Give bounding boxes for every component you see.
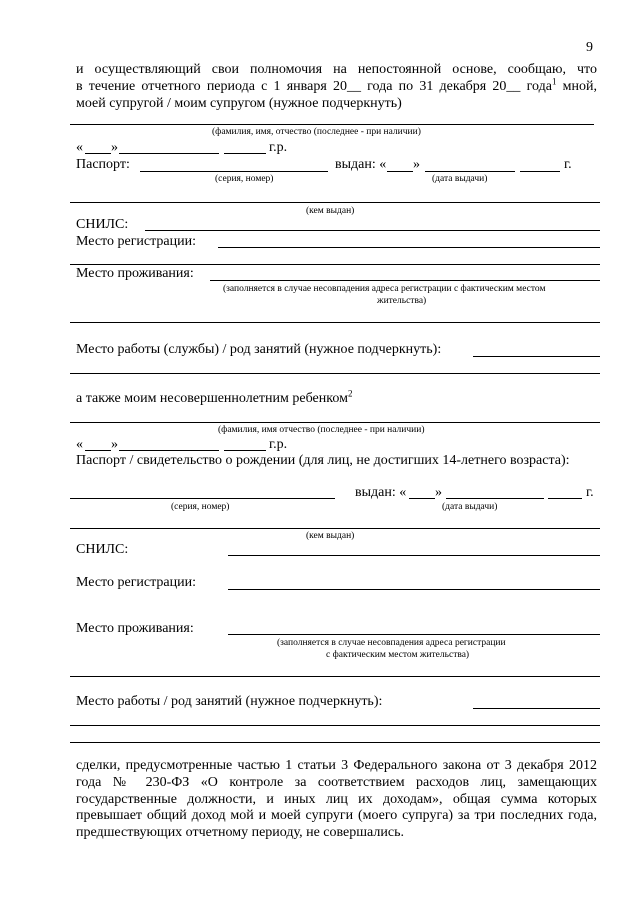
spouse-registration-field-2[interactable] (70, 264, 600, 265)
child-issuer-caption: (кем выдан) (306, 531, 355, 541)
footnote-2-marker: 2 (347, 388, 353, 399)
spouse-issuer-field[interactable] (70, 202, 600, 203)
child-issued-day-field[interactable] (409, 498, 435, 499)
spouse-registration-label: Место регистрации: (76, 234, 197, 249)
spouse-series-caption: (серия, номер) (215, 174, 274, 184)
child-issuer-field[interactable] (70, 528, 600, 529)
spouse-work-field[interactable] (473, 356, 600, 357)
child-registration-label: Место регистрации: (76, 575, 197, 590)
spouse-residence-field-2[interactable] (70, 322, 600, 323)
intro-line-2-end: мной, (556, 79, 598, 94)
intro-line-2 (76, 76, 598, 95)
spouse-fio-caption: (фамилия, имя, отчество (последнее - при наличии) (212, 127, 421, 137)
closing-line-2: года № 230-ФЗ «О контроле за соответствием расходов лиц, замещающих (76, 775, 597, 790)
spouse-residence-label: Место проживания: (76, 266, 194, 281)
child-issued-year-suffix: г. (586, 485, 594, 500)
spouse-dob-suffix: г.р. (269, 140, 288, 155)
child-issued-close: » (435, 485, 442, 500)
child-heading-text: а также моим несовершеннолетним ребенком (76, 391, 348, 406)
spouse-dob-day-field[interactable] (85, 153, 111, 154)
child-dob-year-field[interactable] (224, 450, 266, 451)
spouse-snils-label: СНИЛС: (76, 217, 129, 232)
child-dob-month-field[interactable] (119, 450, 219, 451)
child-issued-label: выдан: « (355, 485, 407, 500)
spouse-dob-month-field[interactable] (119, 153, 219, 154)
child-work-field-3[interactable] (70, 742, 600, 743)
spouse-registration-field[interactable] (218, 247, 600, 248)
spouse-passport-label: Паспорт: (76, 157, 130, 172)
spouse-issued-close: » (413, 157, 420, 172)
closing-line-4: превышает общий доход мой и моей супруги (моего супруга) за три последних года, (76, 808, 597, 823)
child-series-caption: (серия, номер) (171, 502, 230, 512)
spouse-dob-close: » (111, 140, 118, 155)
spouse-passport-series-field[interactable] (140, 171, 328, 172)
intro-line-2-text: в течение отчетного периода с 1 января 20__ года по 31 декабря 20__ года (76, 79, 552, 94)
child-residence-caption-2: с фактическим местом жительства) (326, 650, 470, 660)
child-registration-field[interactable] (228, 589, 600, 590)
closing-line-5: предшествующих отчетному периоду, не совершались. (76, 825, 404, 840)
child-work-label: Место работы / род занятий (нужное подчеркнуть): (76, 694, 383, 709)
child-work-field-2[interactable] (70, 725, 600, 726)
spouse-issued-month-field[interactable] (425, 171, 515, 172)
closing-line-3: государственные должности, и иных лиц их доходам», общая сумма которых (76, 792, 597, 807)
child-date-caption: (дата выдачи) (442, 502, 498, 512)
child-residence-field[interactable] (228, 634, 600, 635)
child-issued-year-field[interactable] (548, 498, 582, 499)
spouse-issued-day-field[interactable] (387, 171, 413, 172)
child-dob-open: « (76, 437, 83, 452)
child-residence-field-2[interactable] (70, 676, 600, 677)
spouse-issued-label: выдан: « (335, 157, 387, 172)
spouse-issuer-caption: (кем выдан) (306, 206, 355, 216)
child-residence-caption-1: (заполняется в случае несовпадения адреса регистрации (277, 638, 506, 648)
spouse-issued-year-field[interactable] (520, 171, 560, 172)
intro-line-1: и осуществляющий свои полномочия на непостоянной основе, сообщаю, что (76, 62, 597, 77)
child-passport-series-field[interactable] (70, 498, 335, 499)
child-issued-month-field[interactable] (446, 498, 544, 499)
child-fio-field[interactable] (70, 422, 600, 423)
child-heading (76, 388, 353, 407)
child-residence-label: Место проживания: (76, 621, 194, 636)
spouse-residence-field[interactable] (210, 280, 600, 281)
footnote-1-marker: 1 (551, 76, 557, 87)
spouse-date-caption: (дата выдачи) (432, 174, 488, 184)
spouse-work-label: Место работы (службы) / род занятий (нужное подчеркнуть): (76, 342, 442, 357)
child-work-field[interactable] (473, 708, 600, 709)
child-dob-day-field[interactable] (85, 450, 111, 451)
intro-line-3: моей супругой / моим супругом (нужное подчеркнуть) (76, 96, 402, 111)
spouse-residence-caption-2: жительства) (377, 296, 427, 306)
child-dob-suffix: г.р. (269, 437, 288, 452)
spouse-dob-open: « (76, 140, 83, 155)
closing-line-1: сделки, предусмотренные частью 1 статьи 3 Федерального закона от 3 декабря 2012 (76, 758, 597, 773)
spouse-residence-caption-1: (заполняется в случае несовпадения адреса регистрации с фактическим местом (223, 284, 546, 294)
spouse-issued-year-suffix: г. (564, 157, 572, 172)
spouse-fio-field[interactable] (70, 124, 594, 125)
spouse-dob-year-field[interactable] (224, 153, 266, 154)
spouse-work-field-2[interactable] (70, 373, 600, 374)
child-fio-caption: (фамилия, имя отчество (последнее - при наличии) (218, 425, 425, 435)
page-number: 9 (586, 40, 593, 55)
child-passport-label: Паспорт / свидетельство о рождении (для лиц, не достигших 14-летнего возраста): (76, 453, 570, 468)
child-dob-close: » (111, 437, 118, 452)
child-snils-field[interactable] (228, 555, 600, 556)
spouse-snils-field[interactable] (145, 230, 600, 231)
child-snils-label: СНИЛС: (76, 542, 129, 557)
